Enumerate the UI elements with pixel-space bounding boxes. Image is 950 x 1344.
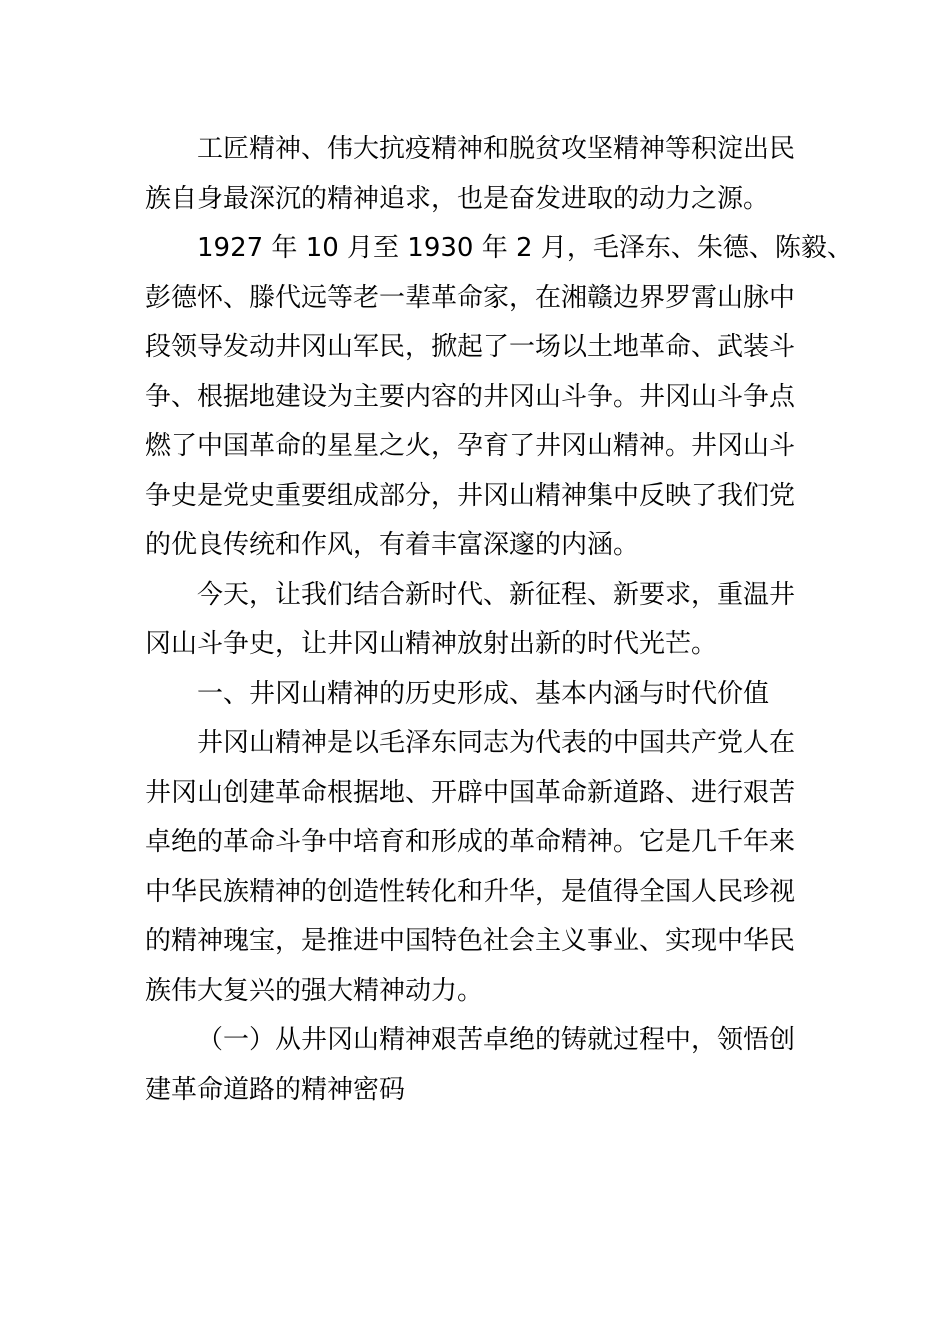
text-line: 冈山斗争史，让井冈山精神放射出新的时代光芒。 xyxy=(145,629,718,659)
text-line: 彭德怀、滕代远等老一辈革命家，在湘赣边界罗霄山脉中 xyxy=(145,282,796,313)
text-line: 的优良传统和作风，有着丰富深邃的内涵。 xyxy=(145,530,640,560)
heading-line: 建革命道路的精神密码 xyxy=(145,1074,406,1105)
section-heading xyxy=(145,670,790,720)
text-line: 工匠精神、伟大抗疫精神和脱贫攻坚精神等积淀出民 xyxy=(197,134,796,164)
text-line: 燃了中国革命的星星之火，孕育了井冈山精神。井冈山斗 xyxy=(145,431,796,461)
text-line: 1927 年 10 月至 1930 年 2 月，毛泽东、朱德、陈毅、 xyxy=(197,233,853,263)
text-line: 族自身最深沉的精神追求，也是奋发进取的动力之源。 xyxy=(145,183,770,214)
text-line: 卓绝的革命斗争中培育和形成的革命精神。它是几千年来 xyxy=(145,827,796,857)
document-body xyxy=(145,125,853,1115)
text-line: 争、根据地建设为主要内容的井冈山斗争。井冈山斗争点 xyxy=(145,381,796,412)
text-line: 的精神瑰宝，是推进中国特色社会主义事业、实现中华民 xyxy=(145,926,796,956)
subsection-heading xyxy=(145,1016,796,1115)
text-line: 井冈山精神是以毛泽东同志为代表的中国共产党人在 xyxy=(197,728,796,758)
heading-line: 一、井冈山精神的历史形成、基本内涵与时代价值 xyxy=(197,678,770,709)
text-line: 族伟大复兴的强大精神动力。 xyxy=(145,975,484,1006)
paragraph-4 xyxy=(145,719,796,1016)
text-line: 中华民族精神的创造性转化和升华，是值得全国人民珍视 xyxy=(145,876,796,907)
text-line: 井冈山创建革命根据地、开辟中国革命新道路、进行艰苦 xyxy=(145,777,796,808)
text-line: 争史是党史重要组成部分，井冈山精神集中反映了我们党 xyxy=(145,480,796,511)
paragraph-3 xyxy=(145,571,796,670)
paragraph-1 xyxy=(145,125,796,224)
heading-line: （一）从井冈山精神艰苦卓绝的铸就过程中，领悟创 xyxy=(197,1025,796,1055)
text-line: 今天，让我们结合新时代、新征程、新要求，重温井 xyxy=(197,579,796,610)
paragraph-2 xyxy=(145,224,853,571)
text-line: 段领导发动井冈山军民，掀起了一场以土地革命、武装斗 xyxy=(145,332,796,362)
